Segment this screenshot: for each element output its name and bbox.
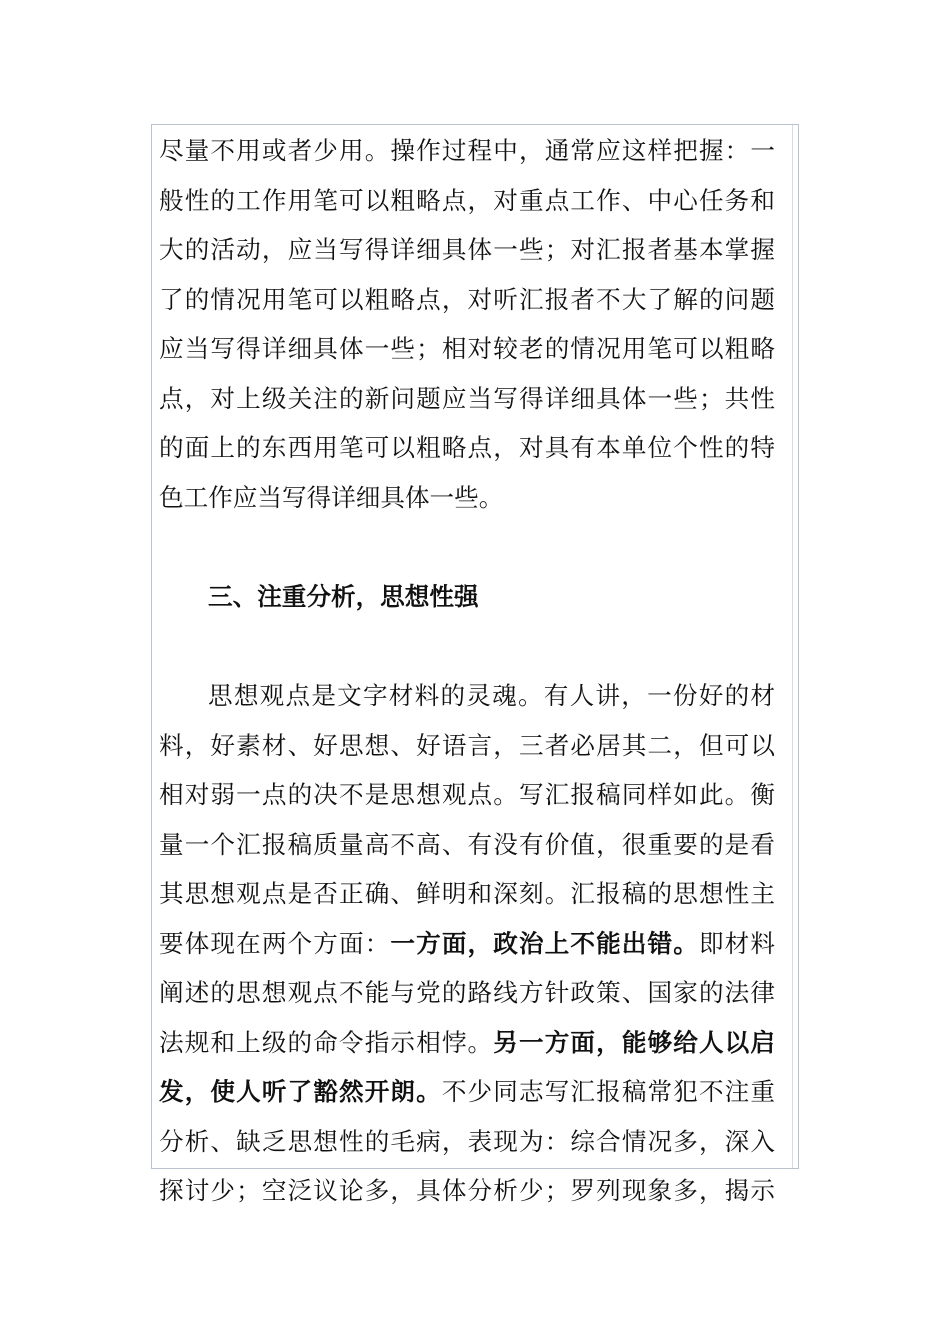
text-line: 点，对上级关注的新问题应当写得详细具体一些；共性 [159,383,775,413]
paragraph-2 [159,671,775,1216]
bold-text-run: 发，使人听了豁然开朗。 [159,1077,442,1107]
paragraph-1 [159,126,775,522]
bold-text-run: 另一方面，能够给人以启 [493,1027,775,1057]
section-heading: 三、注重分析，思想性强 [208,581,479,611]
document-body [159,126,775,1216]
text-line: 料，好素材、好思想、好语言，三者必居其二，但可以 [159,730,775,760]
text-line: 其思想观点是否正确、鲜明和深刻。汇报稿的思想性主 [159,879,775,909]
bold-text-run: 一方面，政治上不能出错。 [390,928,699,958]
page-frame-inner-rule [792,125,793,1168]
text-line: 思想观点是文字材料的灵魂。有人讲，一份好的材 [208,681,775,711]
text-line: 探讨少；空泛议论多，具体分析少；罗列现象多，揭示 [159,1176,775,1206]
blank-line [159,621,775,671]
text-run: 不少同志写汇报稿常犯不注重 [441,1077,775,1107]
text-line: 相对弱一点的决不是思想观点。写汇报稿同样如此。衡 [159,780,775,810]
text-run: 即材料 [698,928,775,958]
text-line: 应当写得详细具体一些；相对较老的情况用笔可以粗略 [159,334,775,364]
blank-line [159,522,775,572]
text-line [159,1067,775,1117]
text-line: 色工作应当写得详细具体一些。 [159,482,504,512]
text-line: 了的情况用笔可以粗略点，对听汇报者不大了解的问题 [159,284,775,314]
text-line: 量一个汇报稿质量高不高、有没有价值，很重要的是看 [159,829,775,859]
text-run: 要体现在两个方面： [159,928,391,958]
text-run: 法规和上级的命令指示相悖。 [159,1027,494,1057]
text-line [159,1018,775,1068]
text-line: 般性的工作用笔可以粗略点，对重点工作、中心任务和 [159,185,775,215]
text-line: 阐述的思想观点不能与党的路线方针政策、国家的法律 [159,978,775,1008]
text-line: 尽量不用或者少用。操作过程中，通常应这样把握：一 [159,136,775,165]
text-line: 分析、缺乏思想性的毛病，表现为：综合情况多，深入 [159,1126,775,1156]
text-line: 大的活动，应当写得详细具体一些；对汇报者基本掌握 [159,235,775,265]
text-line [159,919,775,969]
text-line: 的面上的东西用笔可以粗略点，对具有本单位个性的特 [159,433,775,463]
